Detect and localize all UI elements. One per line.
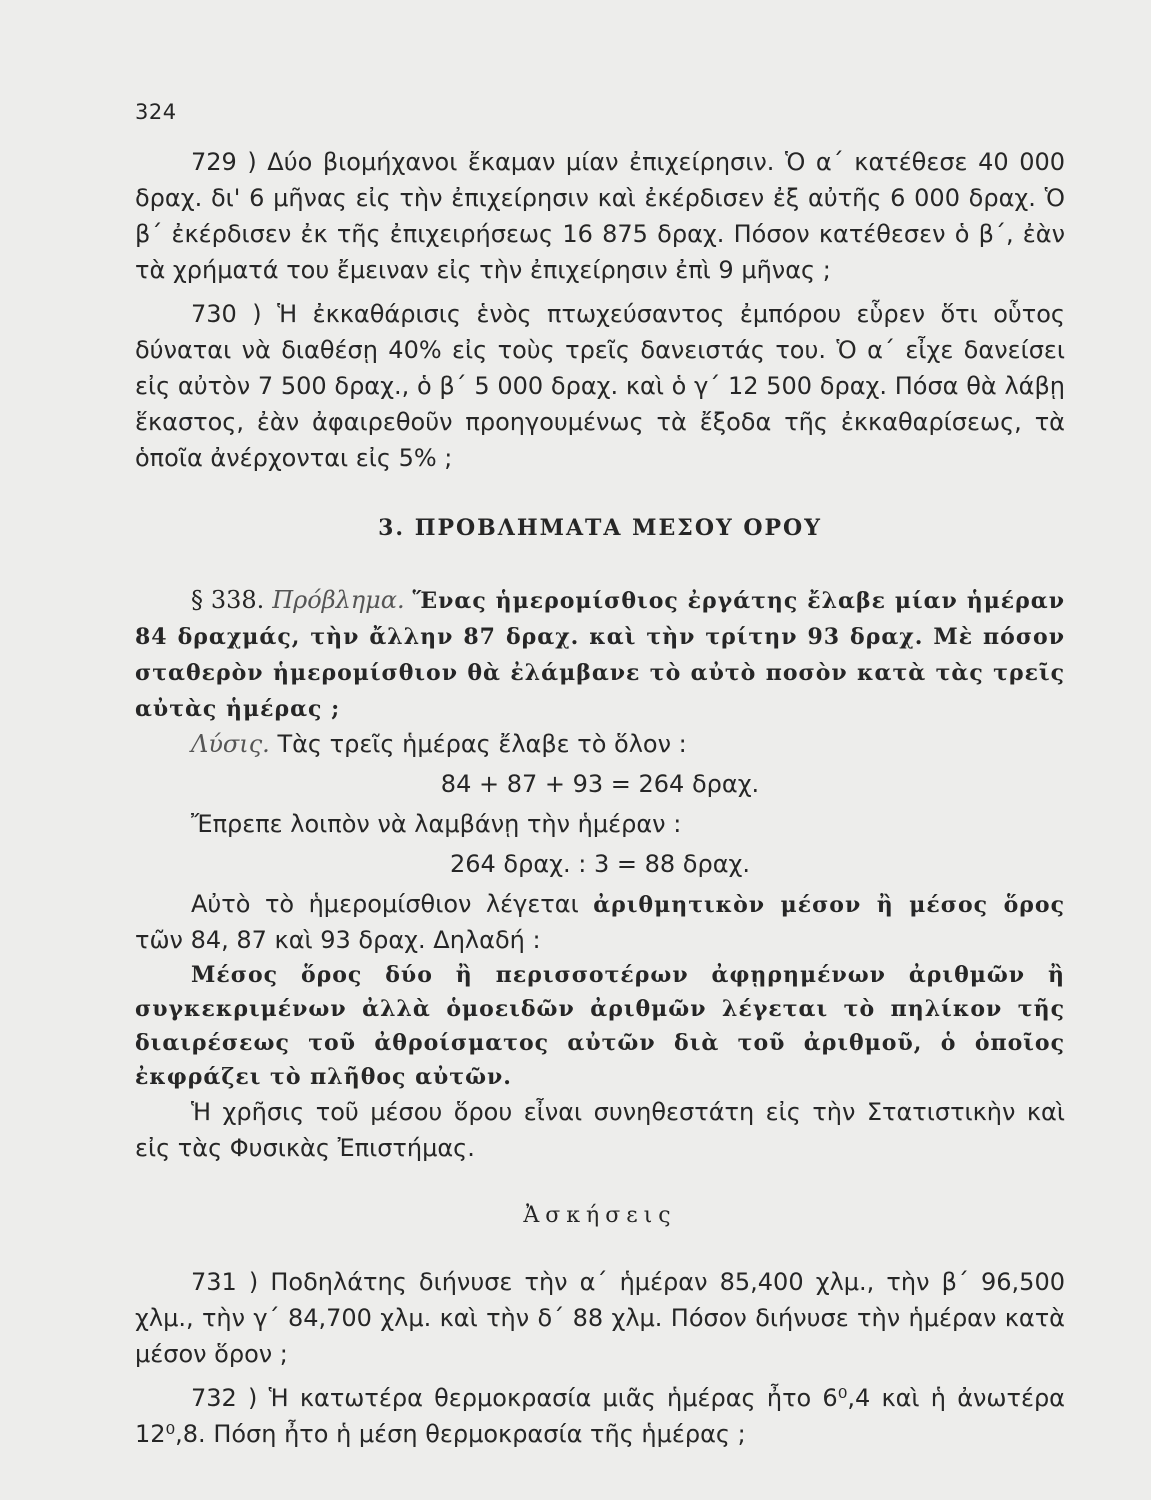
problem-338 <box>135 582 1065 726</box>
explanation-end: τῶν 84, 87 καὶ 93 δραχ. Δηλαδή : <box>135 926 541 954</box>
explanation-bold: ἀριθμητικὸν μέσον ἢ μέσος ὅρος <box>593 892 1065 918</box>
problem-732: 732 ) Ἡ κατωτέρα θερμοκρασία μιᾶς ἡμέρας ἦτο 6⁰,4 καὶ ἡ ἀνωτέρα 12⁰,8. Πόση ἦτο ἡ μέση θερμοκρασία τῆς ἡμέρας ; <box>135 1384 1065 1448</box>
section-number: § 338. <box>191 586 265 614</box>
explanation-start: Αὐτὸ τὸ ἡμερομίσθιον λέγεται <box>191 890 579 918</box>
solution-text-2: Ἔπρεπε λοιπὸν νὰ λαμβάνῃ τὴν ἡμέραν : <box>191 810 682 838</box>
section-heading: 3. ΠΡΟΒΛΗΜΑΤΑ ΜΕΣΟΥ ΟΡΟΥ <box>378 515 822 541</box>
solution-intro <box>135 726 1065 762</box>
problem-729: 729 ) Δύο βιομήχανοι ἔκαμαν μίαν ἐπιχείρησιν. Ὁ α΄ κατέθεσε 40 000 δραχ. δι' 6 μῆνας εἰς τὴν ἐπιχείρησιν καὶ ἐκέρδισεν ἐξ αὐτῆς 6 000 δραχ. Ὁ β΄ ἐκέρδισεν ἐκ τῆς ἐπιχειρήσεως 16 875 δραχ. Πόσον κατέθεσεν ὁ β΄, ἐὰν τὰ χρήματά του ἔμειναν εἰς τὴν ἐπιχείρησιν ἐπὶ 9 μῆνας ; <box>135 148 1065 284</box>
explanation <box>135 886 1065 958</box>
solution-label: Λύσις. <box>191 730 270 758</box>
problem-730: 730 ) Ἡ ἐκκαθάρισις ἑνὸς πτωχεύσαντος ἐμπόρου εὗρεν ὅτι οὗτος δύναται νὰ διαθέσῃ 40% εἰς τοὺς τρεῖς δανειστάς του. Ὁ α΄ εἶχε δανείσει εἰς αὐτὸν 7 500 δραχ., ὁ β΄ 5 000 δραχ. καὶ ὁ γ΄ 12 500 δραχ. Πόσα θὰ λάβῃ ἕκαστος, ἐὰν ἀφαιρεθοῦν προηγουμένως τὰ ἔξοδα τῆς ἐκκαθαρίσεως, τὰ ὁποῖα ἀνέρχονται εἰς 5% ; <box>135 300 1065 472</box>
usage-note: Ἡ χρῆσις τοῦ μέσου ὅρου εἶναι συνηθεστάτη εἰς τὴν Στατιστικὴν καὶ εἰς τὰς Φυσικὰς Ἐπιστήμας. <box>135 1098 1065 1162</box>
page-number: 324 <box>135 100 177 124</box>
problem-731: 731 ) Ποδηλάτης διήνυσε τὴν α΄ ἡμέραν 85,400 χλμ., τὴν β΄ 96,500 χλμ., τὴν γ΄ 84,700 χλμ. καὶ τὴν δ΄ 88 χλμ. Πόσον διήνυσε τὴν ἡμέραν κατὰ μέσον ὅρον ; <box>135 1268 1065 1368</box>
definition: Μέσος ὅρος δύο ἢ περισσοτέρων ἀφῃρημένων ἀριθμῶν ἢ συγκεκριμένων ἀλλὰ ὁμοειδῶν ἀριθμῶν λέγεται τὸ πηλίκον τῆς διαιρέσεως τοῦ ἀθροίσματος αὐτῶν διὰ τοῦ ἀριθμοῦ, ὁ ὁποῖος ἐκφράζει τὸ πλῆθος αὐτῶν. <box>135 962 1065 1090</box>
problem-text: Ἕνας ἡμερομίσθιος ἐργάτης ἔλαβε μίαν ἡμέραν 84 δραχμάς, τὴν ἄλλην 87 δραχ. καὶ τὴν τρίτην 93 δραχ. Μὲ πόσον σταθερὸν ἡμερομίσθιον θὰ ἐλάμβανε τὸ αὐτὸ ποσὸν κατὰ τὰς τρεῖς αὐτὰς ἡμέρας ; <box>135 588 1065 722</box>
solution-text: Τὰς τρεῖς ἡμέρας ἔλαβε τὸ ὅλον : <box>277 730 687 758</box>
problem-label: Πρόβλημα. <box>272 586 405 614</box>
page-content <box>135 144 1065 1452</box>
equation-sum: 84 + 87 + 93 = 264 δραχ. <box>440 770 760 798</box>
equation-division: 264 δραχ. : 3 = 88 δραχ. <box>449 850 751 878</box>
exercises-heading: Ἀσκήσεις <box>523 1203 677 1228</box>
